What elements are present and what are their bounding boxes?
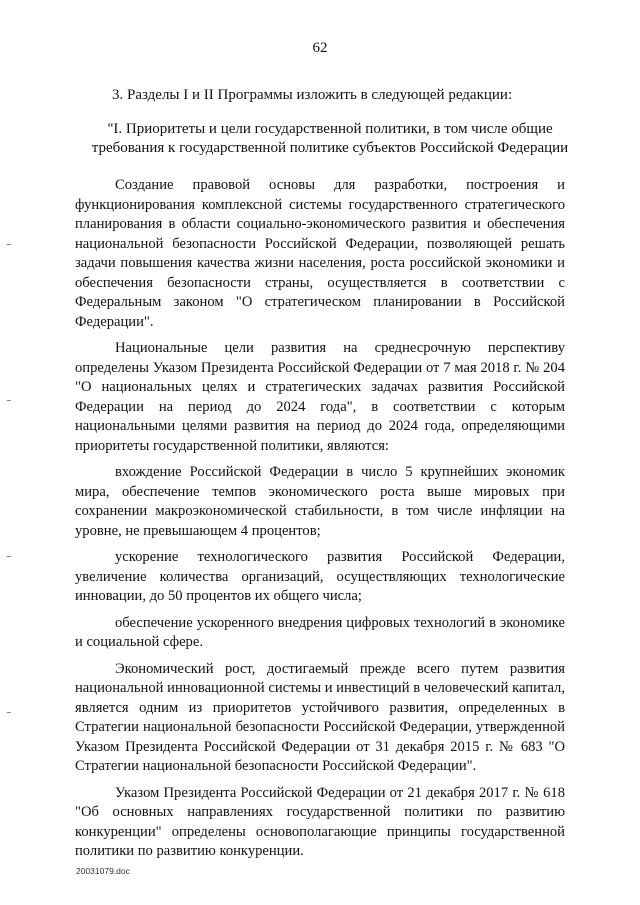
paragraph: вхождение Российской Федерации в число 5 крупнейших экономик мира, обеспечение темпов экономического роста выше мировых при сохранении макроэкономической стабильности, в том числе инфляции на уровне, не превышающем 4 процентов;	[75, 464, 565, 539]
margin-tick	[7, 712, 11, 713]
instruction-line: 3. Разделы I и II Программы изложить в следующей редакции:	[112, 87, 513, 103]
paragraph: обеспечение ускоренного внедрения цифровых технологий в экономике и социальной сфере.	[75, 614, 565, 650]
paragraph: Национальные цели развития на среднесрочную перспективу определены Указом Президента Российской Федерации от 7 мая 2018 г. № 204 "О национальных целях и стратегических задачах развития Российской Федерации на период до 2024 года", в соответствии с которым национальными целями развития на период до 2024 года, определяющими приоритеты государственной политики, являются:	[75, 340, 565, 454]
paragraph: ускорение технологического развития Российской Федерации, увеличение количества организаций, осуществляющих технологические инновации, до 50 процентов их общего числа;	[75, 549, 565, 604]
margin-tick	[7, 556, 11, 557]
paragraph: Создание правовой основы для разработки, построения и функционирования комплексной системы государственного стратегического планирования в области социально-экономического развития и обеспечения национальной безопасности Российской Федерации, позволяющей решать задачи повышения качества жизни населения, роста российской экономики и обеспечения безопасности страны, осуществляется в соответствии с Федеральным законом "О стратегическом планировании в Российской Федерации".	[75, 177, 565, 330]
margin-tick	[7, 244, 11, 245]
paragraph: Указом Президента Российской Федерации от 21 декабря 2017 г. № 618 "Об основных направлениях государственной политики по развитию конкуренции" определены основополагающие принципы государственной политики по развитию конкуренции.	[75, 784, 565, 859]
paragraph: Экономический рост, достигаемый прежде всего путем развития национальной инновационной системы и инвестиций в человеческий капитал, является одним из приоритетов устойчивого развития, определенных в Стратегии национальной безопасности Российской Федерации, утвержденной Указом Президента Российской Федерации от 31 декабря 2015 г. № 683 "О Стратегии национальной безопасности Российской Федерации".	[75, 660, 565, 774]
section-title: "I. Приоритеты и цели государственной политики, в том числе общие требования к государственной политике субъектов Российской Федерации	[91, 121, 569, 156]
body-text	[75, 176, 565, 869]
file-name-footer: 20031079.doc	[76, 866, 130, 876]
margin-tick	[7, 400, 11, 401]
page-number: 62	[312, 40, 328, 56]
